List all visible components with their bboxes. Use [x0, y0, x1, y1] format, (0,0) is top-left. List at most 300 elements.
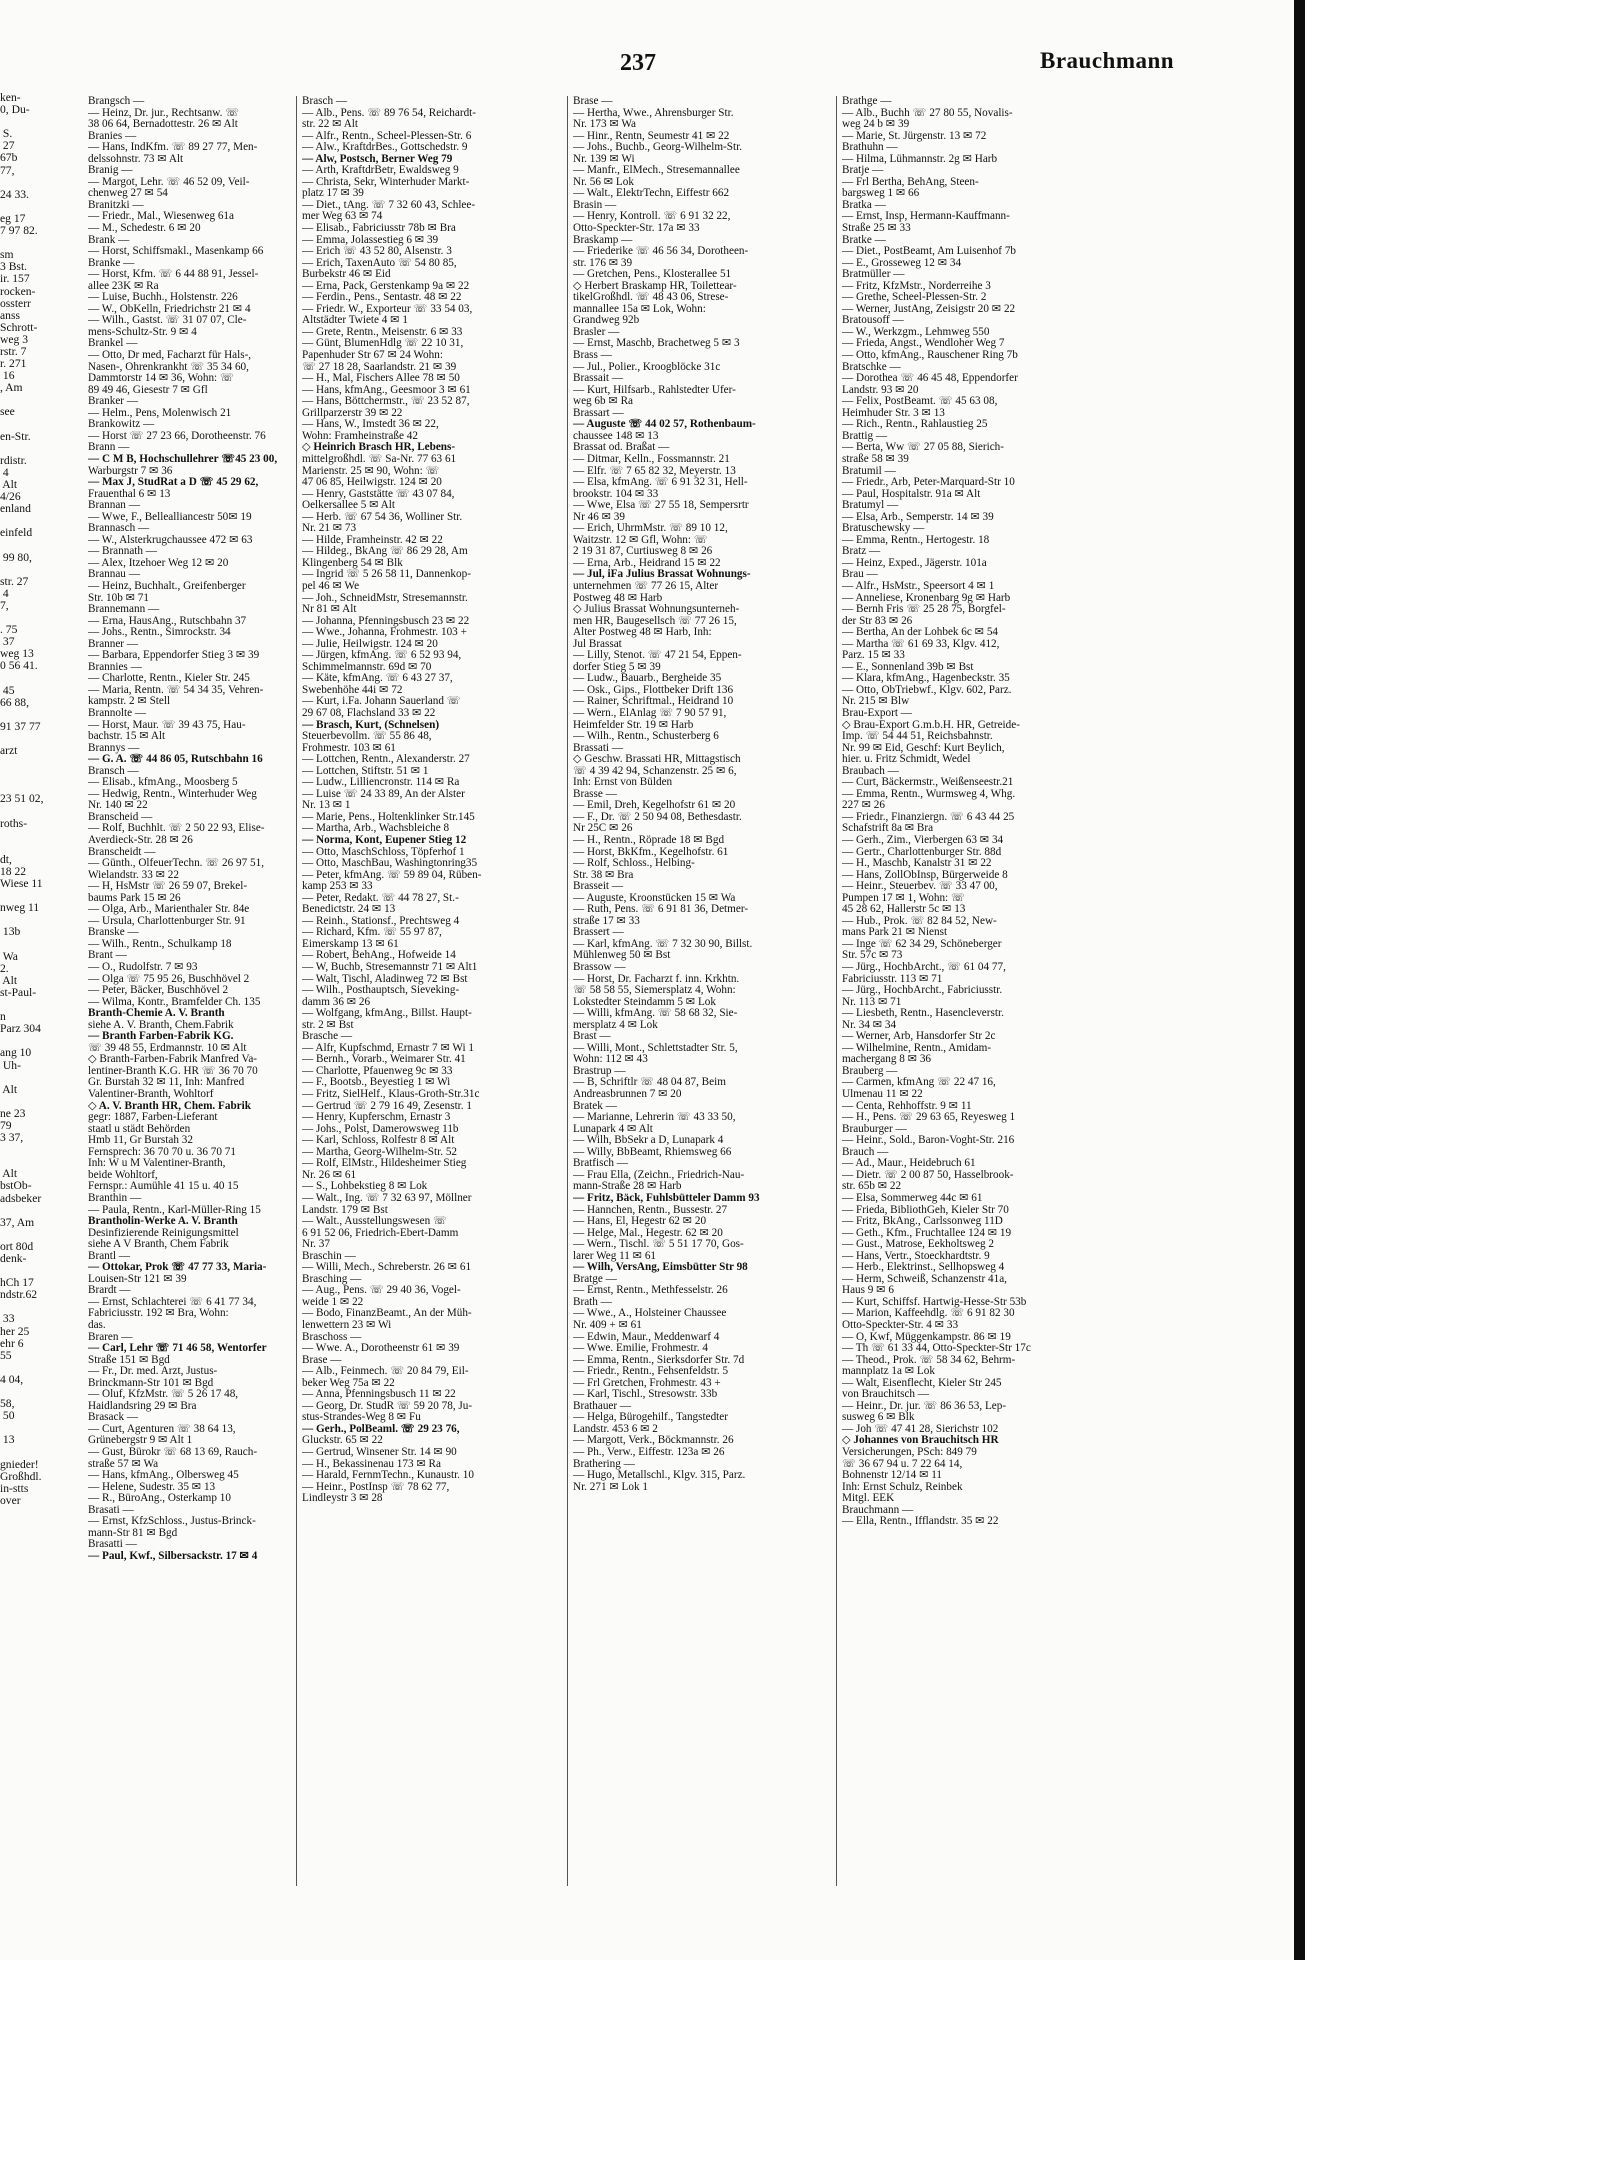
directory-line: Branig —	[88, 164, 133, 177]
directory-line: — Frau Ella, (Zeichn., Friedrich-Nau-	[573, 1168, 745, 1181]
directory-line: — Dorothea ☏ 46 45 48, Eppendorfer	[842, 372, 1018, 385]
directory-line: — Margot, Lehr. ☏ 46 52 09, Veil-	[88, 175, 250, 188]
directory-line: Bratfisch —	[573, 1157, 628, 1170]
directory-line: straße 57 ✉ Wa	[88, 1457, 159, 1470]
directory-line: — Friedr., Rentn., Fehsenfeldstr. 5	[573, 1365, 729, 1378]
directory-line: Fernsprech: 36 70 70 u. 36 70 71	[88, 1145, 236, 1158]
directory-line: — Diet., tAng. ☏ 7 32 60 43, Schlee-	[302, 198, 476, 211]
directory-line: — Paul, Hospitalstr. 91a ✉ Alt	[842, 487, 981, 500]
directory-line: Hmb 11, Gr Burstah 32	[88, 1134, 193, 1147]
directory-line: Nr. 409 + ✉ 61	[573, 1318, 642, 1331]
directory-line: — Theod., Prok. ☏ 58 34 62, Behrm-	[842, 1353, 1016, 1366]
directory-line: — Gretchen, Pens., Klosterallee 51	[573, 268, 732, 281]
directory-line: Nr. 13 ✉ 1	[302, 799, 351, 812]
directory-line: susweg 6 ✉ Blk	[842, 1411, 915, 1424]
directory-line: Landstr. 453 6 ✉ 2	[573, 1422, 658, 1435]
directory-line: Bohnenstr 12/14 ✉ 11	[842, 1469, 943, 1482]
directory-line: — Barbara, Eppendorfer Stieg 3 ✉ 39	[88, 649, 260, 662]
directory-line: — Wwe, F., Bellealliancestr 50✉ 19	[88, 510, 252, 523]
directory-line: — Gertrud ☏ 2 79 16 49, Zesenstr. 1	[302, 1099, 472, 1112]
directory-line: Brantl —	[88, 1249, 130, 1262]
directory-line: Altstädter Twiete 4 ✉ 1	[302, 314, 408, 327]
directory-line: — Erich, UhrmMstr. ☏ 89 10 12,	[573, 522, 728, 535]
directory-line: — H., Rentn., Röprade 18 ✉ Bgd	[573, 834, 725, 846]
directory-line: weide 1 ✉ 22	[302, 1295, 364, 1308]
directory-line: ◇ Heinrich Brasch HR, Lebens-	[302, 441, 456, 454]
directory-line: baums Park 15 ✉ 26	[88, 891, 181, 904]
directory-line: — Paul, Kwf., Silbersackstr. 17 ✉ 4	[88, 1549, 258, 1562]
directory-line: — Karl, Schloss, Rolfestr 8 ✉ Alt	[302, 1134, 455, 1147]
directory-line: staatl u städt Behörden	[88, 1122, 191, 1135]
directory-column-3	[573, 96, 831, 1936]
directory-line: — Ad., Maur., Heidebruch 61	[842, 1157, 976, 1170]
directory-line: — Auguste ☏ 44 02 57, Rothenbaum-	[573, 418, 756, 431]
directory-line: Braschoss —	[302, 1330, 362, 1343]
directory-line: — Carl, Lehr ☏ 71 46 58, Wentorfer	[88, 1342, 267, 1355]
directory-line: — Wwe. A., Dorotheenstr 61 ✉ 39	[302, 1342, 460, 1355]
directory-line: — Peter, kfmAng. ☏ 59 89 04, Rüben-	[302, 868, 482, 881]
directory-line: Schafstrift 8a ✉ Bra	[842, 822, 934, 835]
directory-line: Brasch —	[302, 96, 348, 107]
directory-line: — F., Dr. ☏ 2 50 94 08, Bethesdastr.	[573, 810, 742, 823]
directory-line: — Manfr., ElMech., Stresemannallee	[573, 164, 740, 177]
directory-line: Warburgstr 7 ✉ 36	[88, 464, 173, 477]
directory-line: Brassow —	[573, 961, 626, 974]
directory-line: von Brauchitsch —	[842, 1388, 929, 1401]
directory-line: platz 17 ✉ 39	[302, 187, 364, 200]
directory-line: Desinfizierende Reinigungsmittel	[88, 1226, 239, 1239]
directory-line: — Elsa, Sommerweg 44c ✉ 61	[842, 1191, 983, 1204]
directory-line: — Willi, kfmAng. ☏ 58 68 32, Sie-	[573, 1007, 738, 1020]
adjacent-page-fragment: ken- 0, Du- S. 27 67b 77, 24 33. eg 17 7 97 82. sm 3 Bst. ir. 157 rocken- ossterr anss Schrott- weg 3 rstr. 7 r. 271 16 , Am see en-Str. rdistr. 4 Alt 4/26 enland einfeld 99 80, str. 27 4 7, . 75 37 weg 13 0 56 41. 45 66 88, 91 37 77 arzt 23 51 02, roths- dt, 18 22 Wiese 11 nweg 11 13b Wa 2. Alt st-Paul- n Parz 304 ang 10 Uh- Alt ne 23 79 3 37, Alt bstOb- adsbeker 37, Am ort 80d denk- hCh 17 ndstr.62 33 her 25 ehr 6 55 4 04, 58, 50 13 gnieder! Großhdl. in-stts over	[0, 92, 44, 1507]
directory-line: Benedictstr. 24 ✉ 13	[302, 903, 396, 916]
directory-line: — Rolf, Buchhlt. ☏ 2 50 22 93, Elise-	[88, 822, 265, 835]
directory-line: chaussee 148 ✉ 13	[573, 429, 659, 442]
directory-line: — Heinz, Buchhalt., Greifenberger	[88, 579, 246, 592]
directory-line: — Fritz, BkAng., Carlssonweg 11D	[842, 1215, 1003, 1228]
directory-line: Nr. 99 ✉ Eid, Geschf: Kurt Beylich,	[842, 741, 1005, 754]
directory-line: — Jürgen, kfmAng. ☏ 6 52 93 94,	[302, 649, 462, 662]
directory-line: straße 58 ✉ 39	[842, 452, 909, 465]
directory-line: — Friederike ☏ 46 56 34, Dorotheen-	[573, 245, 749, 258]
directory-line: Bratge —	[573, 1272, 617, 1285]
directory-line: Grandweg 92b	[573, 314, 640, 327]
directory-line: — Felix, PostBeamt. ☏ 45 63 08,	[842, 395, 998, 408]
directory-line: — Margott, Verk., Böckmannstr. 26	[573, 1434, 734, 1447]
directory-line: — H., Maschb, Kanalstr 31 ✉ 22	[842, 857, 992, 870]
directory-line: unternehmen ☏ 77 26 15, Alter	[573, 579, 719, 592]
directory-line: Brankowitz —	[88, 418, 155, 431]
directory-line: Brathauer —	[573, 1399, 632, 1412]
directory-line: — Georg, Dr. StudR ☏ 59 20 78, Ju-	[302, 1399, 473, 1412]
directory-line: Heimhuder Str. 3 ✉ 13	[842, 406, 945, 419]
directory-line: Landstr. 179 ✉ Bst	[302, 1203, 388, 1216]
directory-line: damm 36 ✉ 26	[302, 995, 371, 1008]
directory-line: — Christa, Sekr, Winterhuder Markt-	[302, 175, 470, 188]
directory-line: — Ferdin., Pens., Sentastr. 48 ✉ 22	[302, 291, 462, 304]
directory-line: Brannys —	[88, 741, 140, 754]
directory-line: — Horst, Maur. ☏ 39 43 75, Hau-	[88, 718, 246, 731]
directory-line: — Ottokar, Prok ☏ 47 77 33, Maria-	[88, 1261, 267, 1274]
directory-line: mann-Straße 28 ✉ Harb	[573, 1180, 682, 1193]
directory-line: — Emma, Rentn., Hertogestr. 18	[842, 533, 990, 546]
directory-line: — Hans, Böttchermstr., ☏ 23 52 87,	[302, 395, 470, 408]
directory-line: — Friedr. W., Exporteur ☏ 33 54 03,	[302, 302, 473, 315]
directory-line: — Anneliese, Kronenbarg 9g ✉ Harb	[842, 591, 1011, 604]
directory-line: Wohn: 112 ✉ 43	[573, 1053, 648, 1066]
directory-line: straße 17 ✉ 33	[573, 914, 640, 927]
directory-line: — Aug., Pens. ☏ 29 40 36, Vogel-	[302, 1284, 461, 1297]
directory-line: — Elisab., kfmAng., Moosberg 5	[88, 776, 238, 789]
directory-line: ☏ 58 58 55, Siemersplatz 4, Wohn:	[573, 984, 736, 997]
directory-line: ◇ Branth-Farben-Fabrik Manfred Va-	[88, 1053, 258, 1066]
directory-line: Lokstedter Steindamm 5 ✉ Lok	[573, 995, 716, 1008]
directory-line: — Fr., Dr. med. Arzt, Justus-	[88, 1365, 218, 1378]
directory-line: — Wwe, Elsa ☏ 27 55 18, Sempersrtr	[573, 499, 749, 512]
directory-line: Brannan —	[88, 499, 140, 512]
directory-line: Straße 151 ✉ Bgd	[88, 1353, 170, 1366]
directory-line: — Hertha, Wwe., Ahrensburger Str.	[573, 106, 734, 119]
directory-line: — Wolfgang, kfmAng., Billst. Haupt-	[302, 1007, 472, 1020]
scan-border	[1294, 0, 1305, 1960]
directory-line: — Marie, St. Jürgenstr. 13 ✉ 72	[842, 129, 987, 142]
directory-line: — Heinz, Exped., Jägerstr. 101a	[842, 556, 987, 569]
directory-line: — Henry, Gaststätte ☏ 43 07 84,	[302, 487, 455, 500]
directory-line: — Wilh., Posthauptsch, Sieveking-	[302, 984, 460, 997]
directory-line: beide Wohltorf,	[88, 1168, 158, 1181]
directory-line: — Walt., ElektrTechn, Eiffestr 662	[573, 187, 730, 200]
directory-line: Nr. 140 ✉ 22	[88, 799, 148, 812]
running-head: Brauchmann	[1040, 48, 1175, 73]
directory-line: — Wilh., Rentn., Schulkamp 18	[88, 937, 232, 950]
directory-line: — Helm., Pens, Molenwisch 21	[88, 406, 232, 419]
directory-line: — Elsa, kfmAng. ☏ 6 91 32 31, Hell-	[573, 476, 748, 489]
directory-line: — R., BüroAng., Osterkamp 10	[88, 1492, 231, 1505]
directory-line: beker Weg 75a ✉ 22	[302, 1376, 395, 1389]
directory-line: — Osk., Gips., Flottbeker Drift 136	[573, 683, 734, 696]
directory-line: tikelGroßhdl. ☏ 48 43 06, Strese-	[573, 291, 729, 304]
directory-line: mannallee 15a ✉ Lok, Wohn:	[573, 302, 706, 315]
directory-line: — Frieda, BibliothGeh, Kieler Str 70	[842, 1203, 1009, 1216]
directory-line: — Emma, Rentn., Wurmsweg 4, Whg.	[842, 787, 1016, 800]
directory-line: Brattig —	[842, 429, 888, 442]
directory-line: 227 ✉ 26	[842, 799, 885, 812]
directory-line: — Brannath —	[88, 545, 157, 558]
directory-line: Wohn: Framheinstraße 42	[302, 429, 418, 442]
directory-line: — Hinr., Rentn, Seumestr 41 ✉ 22	[573, 129, 730, 142]
column-divider	[836, 96, 837, 1886]
directory-line: Louisen-Str 121 ✉ 39	[88, 1272, 187, 1285]
directory-line: — Lilly, Stenot. ☏ 47 21 54, Eppen-	[573, 649, 742, 662]
directory-line: — Otto, MaschBau, Washingtonring35	[302, 857, 478, 870]
directory-line: — Gerh., PolBeaml. ☏ 29 23 76,	[302, 1422, 460, 1435]
directory-line: — Wwe., Johanna, Frohmestr. 103 +	[302, 626, 467, 639]
directory-line: 29 67 08, Flachsland 33 ✉ 22	[302, 706, 436, 719]
directory-line: Brant —	[88, 949, 127, 962]
directory-line: Grünebergstr 9 ✉ Alt 1	[88, 1434, 193, 1447]
directory-line: — Horst, Dr. Facharzt f. inn. Krkhtn.	[573, 972, 740, 985]
directory-line: — Ingrid ☏ 5 26 58 11, Dannenkop-	[302, 568, 471, 581]
directory-line: — Friedr., Finanziergn. ☏ 6 43 44 25	[842, 810, 1015, 823]
directory-line: — Alw, Postsch, Berner Weg 79	[302, 152, 453, 165]
directory-line: Fernspr.: Aumühle 41 15 u. 40 15	[88, 1180, 239, 1193]
directory-line: — Ruth, Pens. ☏ 6 91 81 36, Detmer-	[573, 903, 749, 916]
directory-line: Brassart —	[573, 406, 624, 419]
directory-line: Nr. 173 ✉ Wa	[573, 118, 636, 131]
directory-line: — Maria, Rentn. ☏ 54 34 35, Vehren-	[88, 683, 264, 696]
directory-line: — Dietr. ☏ 2 00 87 50, Hasselbrook-	[842, 1168, 1014, 1181]
directory-line: — Johs., Rentn., Simrockstr. 34	[88, 626, 231, 639]
directory-line: 6 91 52 06, Friedrich-Ebert-Damm	[302, 1226, 459, 1239]
directory-line: — Erna, Arb., Heidrand 15 ✉ 22	[573, 556, 721, 569]
directory-line: Nr. 26 ✉ 61	[302, 1168, 357, 1181]
directory-line: — Rainer, Schriftmal., Heidrand 10	[573, 695, 734, 708]
directory-line: Brasse —	[573, 787, 617, 800]
directory-line: Brannasch —	[88, 522, 150, 535]
directory-line: Valentiner-Branth, Wohltorf	[88, 1088, 214, 1101]
directory-line: Braschin —	[302, 1249, 356, 1262]
directory-line: — W, Buchb, Stresemannstr 71 ✉ Alt1	[302, 961, 478, 974]
directory-line: hier. u. Fritz Schmidt, Wedel	[842, 753, 971, 766]
directory-line: — Paula, Rentn., Karl-Müller-Ring 15	[88, 1203, 261, 1216]
directory-line: Schimmelmannstr. 69d ✉ 70	[302, 660, 432, 673]
directory-line: — Elfr. ☏ 7 65 82 32, Meyerstr. 13	[573, 464, 736, 477]
directory-line: — Günth., OlfeuerTechn. ☏ 26 97 51,	[88, 857, 265, 870]
directory-line: Brannies —	[88, 660, 142, 673]
directory-line: — Herm, Schweiß, Schanzenstr 41a,	[842, 1272, 1007, 1285]
directory-line: Steuerbevollm. ☏ 55 86 48,	[302, 730, 432, 743]
directory-line: — Charlotte, Pfauenweg 9c ✉ 33	[302, 1064, 453, 1077]
directory-line: Brass —	[573, 349, 612, 362]
directory-line: — Auguste, Kroonstücken 15 ✉ Wa	[573, 891, 736, 904]
directory-line: Brase —	[573, 96, 613, 107]
directory-line: larer Weg 11 ✉ 61	[573, 1249, 657, 1262]
directory-line: Bratumyl —	[842, 499, 899, 512]
directory-line: — Fritz, Bäck, Fuhlsbütteler Damm 93	[573, 1191, 760, 1204]
directory-line: — Marie, Pens., Holtenklinker Str.145	[302, 810, 475, 823]
directory-line: Brasseit —	[573, 880, 624, 893]
directory-line: — Fritz, KfzMstr., Norderreihe 3	[842, 279, 991, 292]
directory-line: Bratousoff —	[842, 314, 904, 327]
directory-line: — Werner, JustAng, Zeisigstr 20 ✉ 22	[842, 302, 1016, 315]
directory-line: — Hans, kfmAng., Geesmoor 3 ✉ 61	[302, 383, 471, 396]
directory-line: Bratek —	[573, 1099, 617, 1112]
directory-line: Brauch —	[842, 1145, 889, 1158]
directory-line: — Arth, KraftdrBetr, Ewaldsweg 9	[302, 164, 459, 177]
directory-line: Str. 10b ✉ 71	[88, 591, 149, 604]
directory-line: Bratka —	[842, 198, 886, 211]
directory-line: — Otto, ObTriebwf., Klgv. 602, Parz.	[842, 683, 1012, 696]
directory-line: Brasack —	[88, 1411, 139, 1424]
directory-line: mittelgroßhdl. ☏ Sa-Nr. 77 63 61	[302, 452, 457, 465]
directory-line: Brastrup —	[573, 1064, 626, 1077]
directory-line: Bratz —	[842, 545, 881, 558]
directory-line: Mühlenweg 50 ✉ Bst	[573, 949, 671, 962]
directory-line: — Helene, Sudestr. 35 ✉ 13	[88, 1480, 216, 1493]
directory-line: bargsweg 1 ✉ 66	[842, 187, 920, 200]
directory-line: — Ella, Rentn., Ifflandstr. 35 ✉ 22	[842, 1515, 999, 1528]
directory-line: Dammtorstr 14 ✉ 36, Wohn: ☏	[88, 372, 234, 385]
directory-line: — Walt., Ing. ☏ 7 32 63 97, Möllner	[302, 1191, 472, 1204]
directory-line: — Inge ☏ 62 34 29, Schöneberger	[842, 937, 1002, 950]
directory-line: — Werner, Arb, Hansdorfer Str 2c	[842, 1030, 996, 1043]
directory-line: — Luise, Buchh., Holstenstr. 226	[88, 291, 238, 304]
directory-line: — Bodo, FinanzBeamt., An der Müh-	[302, 1307, 472, 1320]
column-divider	[567, 96, 568, 1886]
directory-line: — Erna, Pack, Gerstenkamp 9a ✉ 22	[302, 279, 470, 292]
directory-line: Braskamp —	[573, 233, 633, 246]
directory-line: — Hub., Prok. ☏ 82 84 52, New-	[842, 914, 997, 927]
directory-line: — Alfr, Kupfschmd, Ernastr 7 ✉ Wi 1	[302, 1041, 475, 1054]
directory-line: Brassati —	[573, 741, 624, 754]
directory-line: — Gertr., Charlottenburger Str. 88d	[842, 845, 1002, 858]
directory-line: — Günt, BlumenHdlg ☏ 22 10 31,	[302, 337, 464, 350]
directory-line: ◇ Geschw. Brassati HR, Mittagstisch	[573, 753, 741, 766]
directory-line: — O., Rudolfstr. 7 ✉ 93	[88, 961, 198, 974]
directory-line: — Henry, Kontroll. ☏ 6 91 32 22,	[573, 210, 731, 223]
directory-line: Brannolte —	[88, 706, 147, 719]
directory-line: mann-Str 81 ✉ Bgd	[88, 1526, 178, 1539]
directory-line: Nr. 215 ✉ Blw	[842, 695, 910, 708]
directory-line: — Willi, Mont., Schlettstadter Str. 5,	[573, 1041, 738, 1054]
directory-line: — Wern., ElAnlag ☏ 7 90 57 91,	[573, 706, 727, 719]
directory-line: — Willy, BbBeamt, Rhiemsweg 66	[573, 1145, 732, 1158]
directory-line: Nr. 56 ✉ Lok	[573, 175, 634, 188]
directory-line: Brann —	[88, 441, 130, 454]
directory-line: — Elisab., Fabriciusstr 78b ✉ Bra	[302, 222, 456, 235]
directory-line: Haidlandsring 29 ✉ Bra	[88, 1399, 197, 1412]
directory-line: — H., Pens. ☏ 29 63 65, Reyesweg 1	[842, 1111, 1016, 1124]
directory-line: — C M B, Hochschullehrer ☏45 23 00,	[88, 452, 278, 465]
directory-line: ◇ Johannes von Brauchitsch HR	[842, 1434, 999, 1447]
directory-line: Brangsch —	[88, 96, 145, 107]
directory-line: — Otto, MaschSchloss, Töpferhof 1	[302, 845, 465, 858]
directory-line: — Emma, Jolassestieg 6 ✉ 39	[302, 233, 439, 246]
directory-line: Inh: W u M Valentiner-Branth,	[88, 1157, 226, 1170]
directory-line: — Friedr., Mal., Wiesenweg 61a	[88, 210, 234, 223]
directory-line: — Diet., PostBeamt, Am Luisenhof 7b	[842, 245, 1017, 258]
directory-line: — Hilma, Lühmannstr. 2g ✉ Harb	[842, 152, 998, 165]
directory-line: — Hans, El, Hegestr 62 ✉ 20	[573, 1215, 707, 1228]
directory-line: — W., ObKelln, Friedrichstr 21 ✉ 4	[88, 302, 251, 315]
directory-line: lenwettern 23 ✉ Wi	[302, 1318, 392, 1331]
directory-line: Brasati —	[88, 1503, 134, 1516]
directory-line: — Horst, Kfm. ☏ 6 44 88 91, Jessel-	[88, 268, 259, 281]
directory-line: Brannemann —	[88, 603, 160, 616]
directory-line: — Klara, kfmAng., Hagenbeckstr. 35	[842, 672, 1010, 685]
directory-line: gegr: 1887, Farben-Lieferant	[88, 1111, 218, 1124]
directory-line: Brasatti —	[88, 1538, 137, 1551]
directory-line: Bratje —	[842, 164, 884, 177]
directory-line: Fabriciusstr. 192 ✉ Bra, Wohn:	[88, 1307, 229, 1320]
directory-line: Grillparzerstr 39 ✉ 22	[302, 406, 403, 419]
directory-line: der Str 83 ✉ 26	[842, 614, 913, 627]
directory-column-2	[302, 96, 560, 1936]
directory-line: — Erich, TaxenAuto ☏ 54 80 85,	[302, 256, 457, 269]
directory-line: mens-Schultz-Str. 9 ✉ 4	[88, 325, 197, 338]
directory-line: kamp 253 ✉ 33	[302, 880, 373, 893]
directory-line: Bratschke —	[842, 360, 901, 373]
directory-line: Brantholin-Werke A. V. Branth	[88, 1215, 238, 1228]
directory-line: — Hugo, Metallschl., Klgv. 315, Parz.	[573, 1469, 746, 1482]
directory-line: — Martha, Arb., Wachsbleiche 8	[302, 822, 450, 835]
directory-line: Eimerskamp 13 ✉ 61	[302, 937, 399, 950]
directory-line: — Wilh, VersAng, Eimsbütter Str 98	[573, 1261, 748, 1274]
directory-line: — H., Bekassinenau 173 ✉ Ra	[302, 1457, 441, 1470]
directory-line: Nr. 139 ✉ Wi	[573, 152, 635, 165]
directory-line: — Erich ☏ 43 52 80, Alsenstr. 3	[302, 245, 452, 258]
directory-line: machergang 8 ✉ 36	[842, 1053, 932, 1066]
directory-line: — Olga, Arb., Marienthaler Str. 84e	[88, 903, 250, 916]
directory-line: — E., Sonnenland 39b ✉ Bst	[842, 660, 974, 673]
directory-line: — Hans, IndKfm. ☏ 89 27 77, Men-	[88, 141, 258, 154]
directory-line: Bratmüller —	[842, 268, 905, 281]
directory-line: — Marion, Kaffeehdlg. ☏ 6 91 82 30	[842, 1307, 1015, 1320]
directory-line: — Emil, Dreh, Kegelhofstr 61 ✉ 20	[573, 799, 736, 812]
directory-line: — Peter, Bäcker, Buschhövel 2	[88, 984, 229, 997]
directory-line: kampstr. 2 ✉ Stell	[88, 695, 171, 708]
directory-line: Brardt —	[88, 1284, 131, 1297]
directory-line: — Peter, Redakt. ☏ 44 78 27, St.-	[302, 891, 459, 904]
directory-line: — Charlotte, Rentn., Kieler Str. 245	[88, 672, 250, 685]
directory-line: mer Weg 63 ✉ 74	[302, 210, 383, 223]
directory-line: Mitgl. EEK	[842, 1492, 895, 1505]
directory-line: stus-Strandes-Weg 8 ✉ Fu	[302, 1411, 421, 1424]
directory-line: — Kurt, Schiffsf. Hartwig-Hesse-Str 53b	[842, 1295, 1027, 1308]
directory-line: Branske —	[88, 926, 139, 939]
directory-line: — Rolf, ElMstr., Hildesheimer Stieg	[302, 1157, 467, 1170]
directory-line: Ulmenau 11 ✉ 22	[842, 1088, 923, 1101]
directory-line: lentiner-Branth K.G. HR ☏ 36 70 70	[88, 1064, 258, 1077]
directory-line: Wielandstr. 33 ✉ 22	[88, 868, 179, 881]
directory-line: Brathuhn —	[842, 141, 898, 154]
directory-line: — Karl, Tischl., Stresowstr. 33b	[573, 1388, 718, 1401]
directory-line: — Luise ☏ 24 33 89, An der Alster	[302, 787, 465, 800]
directory-line: Brauchmann —	[842, 1503, 914, 1516]
directory-line: Brau —	[842, 568, 878, 581]
directory-line: Brinckmann-Str 101 ✉ Bgd	[88, 1376, 214, 1389]
directory-line: ☏ 39 48 55, Erdmannstr. 10 ✉ Alt	[88, 1041, 247, 1054]
directory-line: Nr. 113 ✉ 71	[842, 995, 902, 1008]
directory-line: — Gertrud, Winsener Str. 14 ✉ 90	[302, 1445, 457, 1458]
directory-line: Bratke —	[842, 233, 886, 246]
directory-line: — Wwe. Emilie, Frohmestr. 4	[573, 1342, 708, 1355]
directory-line: Inh: Ernst Schulz, Reinbek	[842, 1480, 963, 1493]
directory-line: Haus 9 ✉ 6	[842, 1284, 894, 1297]
directory-line: — Johs., Polst, Damerowsweg 11b	[302, 1122, 459, 1135]
directory-line: — Jul, iFa Julius Brassat Wohnungs-	[573, 568, 751, 581]
directory-line: Jul Brassat	[573, 637, 622, 650]
directory-line: — Horst ☏ 27 23 66, Dorotheenstr. 76	[88, 429, 266, 442]
directory-line: — Jürg., HochbArcht., ☏ 61 04 77,	[842, 961, 1006, 974]
directory-line: Brathering —	[573, 1457, 635, 1470]
directory-line: — Wilh., Gastst. ☏ 31 07 07, Cle-	[88, 314, 247, 327]
directory-line: — Edwin, Maur., Meddenwarf 4	[573, 1330, 720, 1343]
directory-line: — Hans, kfmAng., Olbersweg 45	[88, 1469, 239, 1482]
directory-line: das.	[88, 1318, 106, 1331]
directory-line: — Berta, Ww ☏ 27 05 88, Sierich-	[842, 441, 1004, 454]
directory-line: Parz. 15 ✉ 33	[842, 649, 905, 662]
directory-line: — Horst, BkKfm., Kegelhofstr. 61	[573, 845, 729, 858]
directory-line: Branscheid —	[88, 810, 153, 823]
directory-line: Otto-Speckter-Str. 17a ✉ 33	[573, 222, 700, 235]
directory-line: — B, Schriftlr ☏ 48 04 87, Beim	[573, 1076, 726, 1089]
directory-line: dorfer Stieg 5 ✉ 39	[573, 660, 661, 673]
directory-line: Papenhuder Str 67 ✉ 24 Wohn:	[302, 349, 443, 362]
directory-line: Brath —	[573, 1295, 612, 1308]
directory-line: — Grete, Rentn., Meisenstr. 6 ✉ 33	[302, 325, 463, 338]
directory-line: Straße 25 ✉ 33	[842, 222, 911, 235]
